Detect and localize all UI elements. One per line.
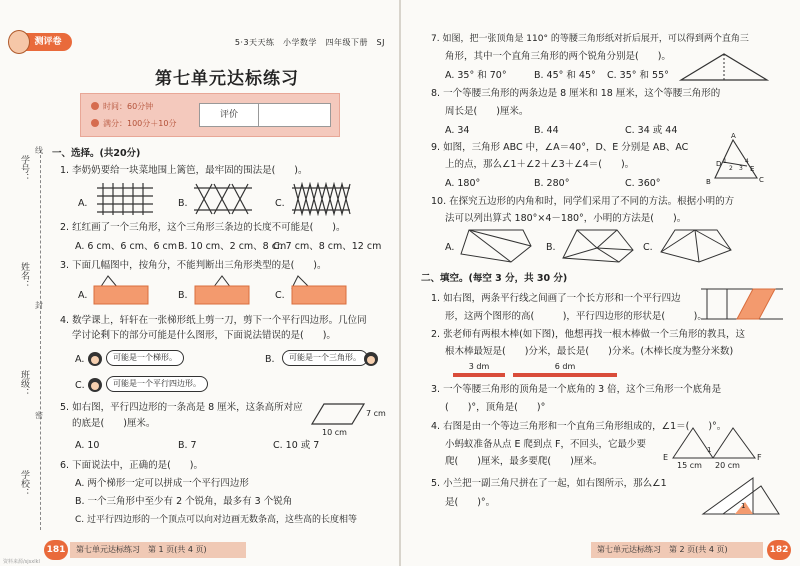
label-b: B bbox=[706, 178, 711, 186]
fill-4-line-3: 爬( )厘米，最多要爬( )厘米。 bbox=[445, 456, 603, 467]
q2-option-c[interactable]: C. 7 cm、8 cm、12 cm bbox=[273, 241, 382, 252]
question-3: 3. 下面几幅图中，按角分，不能判断出三角形类型的是( )。 bbox=[60, 260, 327, 271]
label-d: D bbox=[716, 160, 722, 168]
fill-4-line-1: 4. 右图是由一个等边三角形和一个直角三角形组成的，∠1＝( )°。 bbox=[431, 421, 727, 432]
q9-option-b[interactable]: B. 280° bbox=[534, 178, 570, 189]
question-8-line-2: 周长是( )厘米。 bbox=[445, 106, 529, 117]
test-badge bbox=[10, 33, 72, 51]
page-number-right: 182 bbox=[767, 540, 791, 560]
q8-option-a[interactable]: A. 34 bbox=[445, 125, 470, 136]
q2-option-a[interactable]: A. 6 cm、6 cm、6 cm bbox=[75, 241, 177, 252]
question-4-line-1: 4. 数学课上，轩轩在一张梯形纸上剪一刀，剪下一个平行四边形。几位同 bbox=[60, 315, 367, 326]
time-row bbox=[91, 101, 153, 112]
q8-option-c[interactable]: C. 34 或 44 bbox=[625, 125, 678, 136]
q7-option-a[interactable]: A. 35° 和 70° bbox=[445, 70, 507, 81]
side-label-10cm: 10 cm bbox=[322, 428, 347, 437]
question-1: 1. 李奶奶要给一块菜地围上篱笆，最牢固的围法是( )。 bbox=[60, 165, 308, 176]
student-c-icon bbox=[88, 378, 102, 392]
point-e-label: E bbox=[663, 453, 669, 462]
q4-option-c[interactable]: C. bbox=[75, 380, 85, 391]
question-10-line-2: 法可以列出算式 180°×4－180°，小明的方法是( )。 bbox=[445, 213, 687, 224]
fill-1-line-1: 1. 如右图，两条平行线之间画了一个长方形和一个平行四边 bbox=[431, 293, 681, 304]
score-text: 满分：100分＋10分 bbox=[103, 119, 177, 128]
class-label: 班级： bbox=[19, 370, 29, 397]
clock-icon bbox=[91, 102, 99, 110]
angle-1-label: 1 bbox=[723, 158, 727, 165]
angle-4-label: 4 bbox=[745, 158, 749, 165]
q8-option-b[interactable]: B. 44 bbox=[534, 125, 559, 136]
binding-line bbox=[40, 150, 41, 530]
fill-5-line-2: 是( )°。 bbox=[445, 497, 496, 508]
fill-2-line-2: 根木棒最短是( )分米，最长是( )分米。(木棒长度为整分米数) bbox=[445, 346, 734, 357]
parallelogram-figure bbox=[310, 402, 366, 426]
pentagon-method-a bbox=[459, 228, 533, 264]
q10-option-c[interactable]: C. bbox=[643, 242, 653, 253]
footer-left: 第七单元达标练习 第 1 页(共 4 页) bbox=[70, 542, 246, 558]
badge-label: 测评卷 bbox=[34, 37, 62, 47]
section-heading-2: 二、填空。(每空 3 分，共 30 分) bbox=[421, 273, 568, 284]
fill-3-line-2: ( )°，顶角是( )° bbox=[445, 402, 546, 413]
fence-cross-figure bbox=[192, 182, 254, 216]
fill-4-line-2: 小蚂蚁准备从点 E 爬到点 F，不回头，它最少要 bbox=[445, 439, 647, 450]
student-a-icon bbox=[88, 352, 102, 366]
stick-2-label: 6 dm bbox=[554, 362, 576, 371]
angle-2-label: 2 bbox=[729, 165, 733, 172]
q5-option-a[interactable]: A. 10 bbox=[75, 440, 100, 451]
q2-option-b[interactable]: B. 10 cm、2 cm、8 cm bbox=[178, 241, 287, 252]
grade-box[interactable] bbox=[199, 103, 331, 127]
question-4-line-2: 学讨论剩下的部分可能是什么图形，下面说法错误的是( )。 bbox=[72, 330, 336, 341]
q3-option-a[interactable]: A. bbox=[78, 290, 88, 301]
point-f-label: F bbox=[757, 453, 762, 462]
school-label: 学校： bbox=[19, 470, 29, 497]
q1-option-c[interactable]: C. bbox=[275, 198, 285, 209]
q9-option-a[interactable]: A. 180° bbox=[445, 178, 481, 189]
q7-option-c[interactable]: C. 35° 和 55° bbox=[607, 70, 669, 81]
fill-5-line-1: 5. 小兰把一副三角尺拼在了一起，如右图所示，那么∠1 bbox=[431, 478, 667, 489]
pentagon-method-b bbox=[561, 228, 635, 264]
bubble-a: 可能是一个梯形。 bbox=[106, 350, 184, 366]
question-9-line-1: 9. 如图，三角形 ABC 中，∠A＝40°，D、E 分别是 AB、AC bbox=[431, 142, 689, 153]
covered-triangle-a bbox=[92, 274, 150, 306]
side-label-7cm: 7 cm bbox=[366, 409, 386, 418]
question-7-line-1: 7. 如图，把一张顶角是 110° 的等腰三角形纸对折后展开，可以得到两个直角三 bbox=[431, 34, 749, 44]
seal-mark-3: 密 bbox=[35, 411, 43, 420]
page-title: 第七单元达标练习 bbox=[155, 69, 299, 89]
set-square-angle-1: 1 bbox=[741, 502, 746, 510]
q1-option-b[interactable]: B. bbox=[178, 198, 188, 209]
question-10-line-1: 10. 在探究五边形的内角和时，同学们采用了不同的方法。根据小明的方 bbox=[431, 196, 735, 207]
fill-3-line-1: 3. 一个等腰三角形的顶角是一个底角的 3 倍，这个三角形一个底角是 bbox=[431, 384, 722, 395]
q6-option-a[interactable]: A. 两个梯形一定可以拼成一个平行四边形 bbox=[75, 478, 249, 489]
stick-2 bbox=[513, 373, 617, 377]
time-text: 时间：60分钟 bbox=[103, 102, 154, 111]
q5-option-c[interactable]: C. 10 或 7 bbox=[273, 440, 320, 451]
fence-grid-figure bbox=[95, 182, 155, 216]
label-a: A bbox=[731, 132, 736, 140]
right-page bbox=[401, 0, 800, 566]
q10-option-a[interactable]: A. bbox=[445, 242, 455, 253]
question-7-line-2: 角形，其中一个直角三角形的两个锐角分别是( )。 bbox=[445, 51, 671, 62]
score-icon bbox=[91, 119, 99, 127]
q4-option-a[interactable]: A. bbox=[75, 354, 85, 365]
isosceles-fold-figure bbox=[679, 50, 769, 84]
grade-label: 评价 bbox=[200, 104, 259, 126]
score-row bbox=[91, 118, 176, 129]
q3-option-c[interactable]: C. bbox=[275, 290, 285, 301]
section-heading-1: 一、选择。(共20分) bbox=[52, 148, 141, 159]
question-9-line-2: 上的点，那么∠1＋∠2＋∠3＋∠4＝( )。 bbox=[445, 159, 635, 170]
watermark: 资料来源/sjsxlkl bbox=[3, 559, 40, 565]
question-5-line-2: 的底是( )厘米。 bbox=[72, 418, 156, 429]
q7-option-b[interactable]: B. 45° 和 45° bbox=[534, 70, 596, 81]
segment-20cm: 20 cm bbox=[715, 461, 740, 470]
seal-mark-2: 封 bbox=[35, 301, 43, 310]
student-no-label: 学号： bbox=[19, 155, 29, 182]
parallel-lines-figure bbox=[701, 286, 783, 322]
question-2: 2. 红红画了一个三角形，这个三角形三条边的长度不可能是( )。 bbox=[60, 222, 346, 233]
mascot-icon bbox=[8, 30, 30, 54]
bubble-c: 可能是一个平行四边形。 bbox=[106, 376, 208, 392]
covered-triangle-c bbox=[290, 274, 348, 306]
fill-1-line-2: 形，这两个图形的高( )，平行四边形的形状是( )。 bbox=[445, 311, 707, 322]
covered-triangle-b bbox=[193, 274, 251, 306]
angle-1-marker: 1 bbox=[707, 446, 712, 454]
question-6: 6. 下面说法中，正确的是( )。 bbox=[60, 460, 203, 471]
fill-2-line-1: 2. 张老师有两根木棒(如下图)，他想再找一根木棒做一个三角形的教具，这 bbox=[431, 329, 745, 340]
pentagon-method-c bbox=[659, 228, 733, 264]
segment-15cm: 15 cm bbox=[677, 461, 702, 470]
page-number-left: 181 bbox=[44, 540, 68, 560]
q5-option-b[interactable]: B. 7 bbox=[178, 440, 197, 451]
info-box bbox=[80, 93, 340, 137]
stick-1-label: 3 dm bbox=[468, 362, 490, 371]
bubble-b: 可能是一个三角形。 bbox=[282, 350, 368, 366]
stick-1 bbox=[453, 373, 505, 377]
q10-option-b[interactable]: B. bbox=[546, 242, 556, 253]
q1-option-a[interactable]: A. bbox=[78, 198, 88, 209]
seal-mark-1: 线 bbox=[35, 146, 43, 155]
left-page bbox=[0, 0, 399, 566]
q4-option-b[interactable]: B. bbox=[265, 354, 275, 365]
label-c: C bbox=[759, 176, 764, 184]
question-8-line-1: 8. 一个等腰三角形的两条边是 8 厘米和 18 厘米，这个等腰三角形的 bbox=[431, 88, 721, 99]
student-b-icon bbox=[364, 352, 378, 366]
q6-option-b[interactable]: B. 一个三角形中至少有 2 个锐角，最多有 3 个锐角 bbox=[75, 496, 293, 507]
footer-right: 第七单元达标练习 第 2 页(共 4 页) bbox=[591, 542, 763, 558]
angle-3-label: 3 bbox=[739, 165, 743, 172]
q6-option-c[interactable]: C. 过平行四边形的一个顶点可以向对边画无数条高，这些高的长度相等 bbox=[75, 515, 358, 525]
fence-zigzag-figure bbox=[290, 182, 352, 216]
question-5-line-1: 5. 如右图，平行四边形的一条高是 8 厘米，这条高所对应 bbox=[60, 402, 303, 413]
q3-option-b[interactable]: B. bbox=[178, 290, 188, 301]
series-label: 5·3天天练 小学数学 四年级下册 SJ bbox=[234, 38, 385, 47]
name-label: 姓名： bbox=[19, 262, 29, 289]
ant-path-figure bbox=[671, 424, 757, 464]
label-e: E bbox=[750, 165, 755, 173]
q9-option-c[interactable]: C. 360° bbox=[625, 178, 661, 189]
